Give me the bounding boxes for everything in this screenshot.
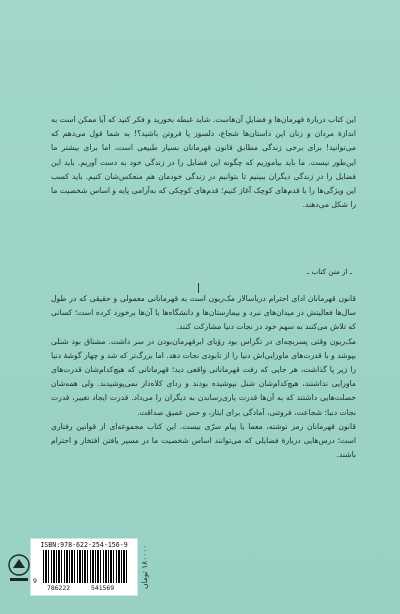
barcode-bars: [43, 550, 127, 583]
publisher-logo-icon: [6, 552, 32, 586]
cover-description: [51, 292, 356, 462]
barcode-digits-middle: 786222: [47, 584, 71, 592]
price-label: ۱۸۰۰۰۰ تومان: [140, 544, 149, 590]
description-paragraph-1: قانون قهرمانان ادای احترام دریاسالار مک‌ریون است به قهرمانانی معمولی و حقیقی که در طول سال‌ها فعالیتش در میدان‌های نبرد و بیمارستان‌ها و دانشگاه‌ها با آن‌ها برخورد کرده است؛ کسانی که تلاش می‌کنند به سهم خود در نجات دنیا مشارکت کنند.: [51, 294, 356, 332]
barcode: [30, 538, 138, 596]
description-paragraph-2: مک‌ریون وقتی پسربچه‌ای در تگزاس بود رؤیای ابرقهرمان‌بودن در سر داشت. مشتاق بود شنلی بپوشد و با قدرت‌های ماورایی‌اش دنیا را از نابودی نجات دهد. اما بزرگ‌تر که شد و چهار گوشهٔ دنیا را زیر پا گذاشت، هر جایی که رفت قهرمانانی واقعی دید؛ قهرمانانی که هیچ‌کدام‌شان قدرت‌های ماورایی نداشتند، هیچ‌کدام‌شان شنل نپوشیده بودند و ردای کلاه‌دار نمی‌پوشیدند. ولی همه‌شان خصلت‌هایی داشتند که به آن‌ها قدرت یاری‌رساندن به دیگران را می‌داد. قدرت ایجاد تغییر، قدرت نجات دنیا: شجاعت، فروتنی، آمادگی برای ایثار، و حس عمیق صداقت.: [51, 336, 356, 417]
description-paragraph-3: قانون قهرمانان رمز نوشته، معما یا پیام سرّی نیست. این کتاب مجموعه‌ای از قوانین رفتاری است؛ درس‌هایی دربارهٔ فضایلی که می‌توانند اساس شخصیت ما در مسیر یافتن افتخار و احترام باشند.: [51, 421, 356, 460]
quote-source: ـ از متن کتاب ـ: [307, 267, 352, 276]
barcode-digits-right: 541569: [91, 584, 115, 592]
cover-quote: این کتاب دربارهٔ قهرمان‌ها و فضایلِ آن‌هاست. شاید غبطه بخورید و فکر کنید که آیا ممکن است به اندازهٔ مردان و زنان این داستان‌ها شجاع، دلسوز یا فروتن باشید؟! به شما قول می‌دهم که می‌توانید! برای برخی زندگی مطابق قانون قهرمانان بسیار طبیعی است، اما برای بیشتر ما این‌طور نیست. ما باید بیاموزیم که چگونه این فضایل را در زندگی خود به دست آوریم. باید این فضایل را در زندگی دیگران ببینیم تا بتوانیم در زندگی خودمان هم منعکس‌شان کنیم. باید کسب این ویژگی‌ها را با قدم‌های کوچک آغاز کنیم؛ قدم‌های کوچکی که به‌آرامی پایه و اساس شخصیت ما را شکل می‌دهند.: [51, 115, 356, 210]
barcode-digit-left: 9: [33, 577, 37, 585]
isbn-label: ISBN:978-622-254-156-9: [40, 541, 128, 549]
